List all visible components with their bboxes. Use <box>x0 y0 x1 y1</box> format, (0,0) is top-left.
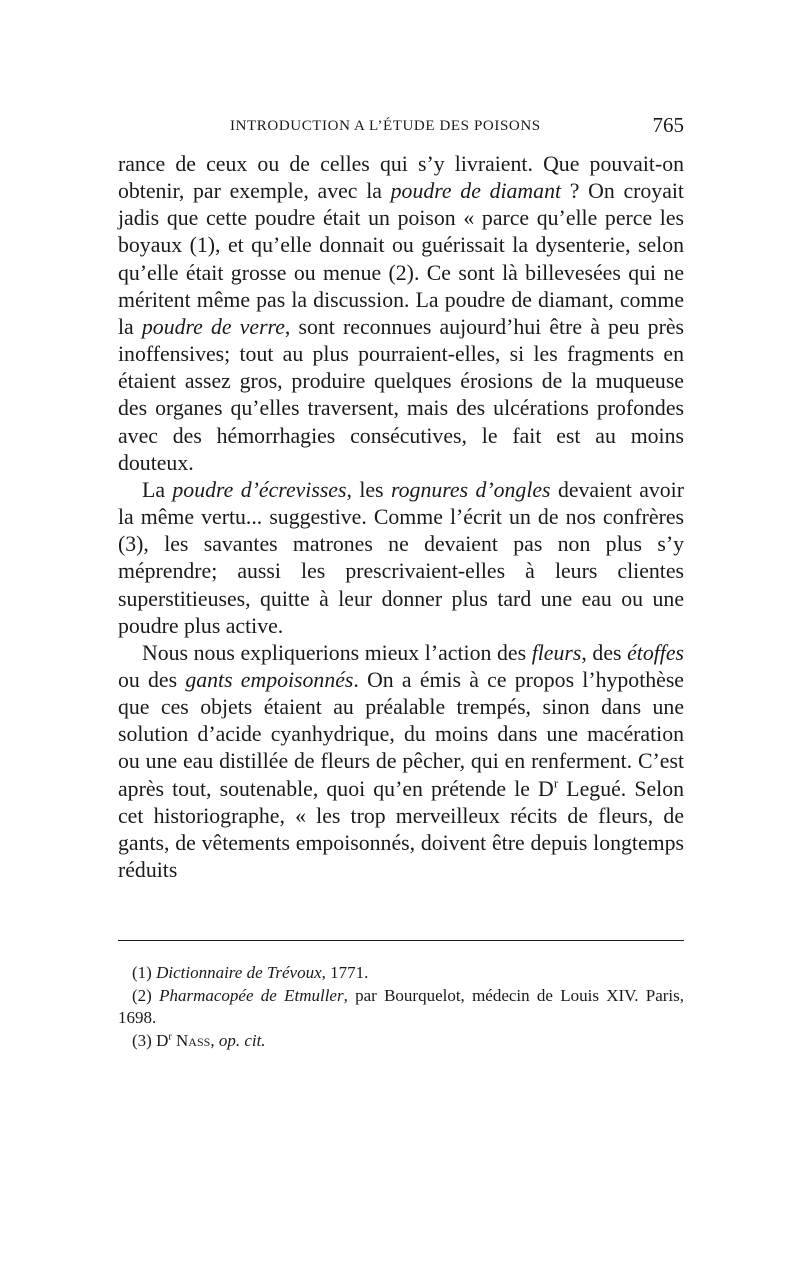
p3-text-c: , des <box>581 640 628 665</box>
p1-text-e: , sont reconnues aujourd’hui être à peu près inoffensives; tout au plus pourraient-elles, si les fragments en étaient assez gros, produire quelques érosions de la muqueuse des organes qu’elles traversent, mais des ulcérations profondes avec des hémorrhagies consécutives, le fait est au moins douteux. <box>118 314 684 475</box>
footnotes <box>118 962 684 1052</box>
footnote-3-number: (3) D <box>132 1030 169 1050</box>
footnote-3 <box>118 1030 684 1053</box>
footnote-3-separator: , <box>210 1030 219 1050</box>
paragraph-3 <box>118 640 684 884</box>
p2-text-e: devaient avoir la même vertu... suggestive. Comme l’écrit un de nos confrères (3), les savantes matrones ne devaient pas non plus s’y méprendre; aussi les prescrivaient-elles à leurs clientes superstitieuses, quitte à leur donner plus tard une eau ou une poudre plus active. <box>118 477 684 638</box>
footnote-3-superscript: r <box>168 1030 172 1042</box>
footnote-1-title: Dictionnaire de Trévoux <box>156 963 322 982</box>
p3-superscript: r <box>553 775 559 791</box>
footnote-2-title: Pharmacopée de Etmuller <box>159 985 344 1005</box>
footnote-1-rest: , 1771. <box>321 963 369 982</box>
paragraph-1 <box>118 151 684 477</box>
footnote-2 <box>118 985 684 1030</box>
p2-text-c: , les <box>346 477 391 502</box>
footnote-2-number: (2) <box>132 985 160 1005</box>
p3-italic-etoffes: étoffes <box>627 640 684 665</box>
footnote-2-rest: , par Bourquelot, médecin de Louis XIV. Paris, 1698. <box>118 985 684 1027</box>
p3-text-a: Nous nous expliquerions mieux l’action des <box>142 640 532 665</box>
p1-italic-poudre-de-diamant: poudre de diamant <box>390 179 562 204</box>
p3-text-h: Legué. Selon cet historiographe, « les trop merveilleux récits de fleurs, de gants, de vêtements empoisonnés, doivent être depuis longtemps réduits <box>118 776 684 883</box>
footnote-rule <box>118 940 684 941</box>
footnote-3-reference: op. cit. <box>218 1030 266 1050</box>
body-text <box>118 151 684 884</box>
p3-text-g: . On a émis à ce propos l’hypothèse que ces objets étaient au préalable trempés, sinon dans une solution d’acide cyanhydrique, du moins dans une macération ou une eau distillée de fleurs de pêcher, qui en renferment. C’est après tout, soutenable, quoi qu’en prétende le D <box>118 667 684 801</box>
footnote-1-number: (1) <box>132 963 157 982</box>
page-number: 765 <box>652 113 684 137</box>
p1-text-c: ? On croyait jadis que cette poudre était un poison « parce qu’elle perce les boyaux (1), et qu’elle donnait ou guérissait la dysenterie, selon qu’elle était grosse ou menue (2). Ce sont là billevesées qui ne méritent même pas la discussion. La poudre de diamant, comme la <box>118 179 684 339</box>
p2-text-a: La <box>142 477 173 502</box>
running-head-title: INTRODUCTION A L’ÉTUDE DES POISONS <box>230 118 541 134</box>
paragraph-2 <box>118 477 684 640</box>
p2-italic-rognures-ongles: rognures d’ongles <box>390 477 551 502</box>
p1-italic-poudre-de-verre: poudre de verre <box>141 314 285 339</box>
p3-text-e: ou des <box>118 667 186 692</box>
footnote-3-author: Nass <box>171 1030 211 1050</box>
p3-italic-fleurs: fleurs <box>531 640 582 665</box>
p3-italic-gants-empoisonnes: gants empoisonnés <box>185 667 354 692</box>
footnote-1 <box>118 962 684 985</box>
p2-italic-poudre-ecrevisses: poudre d’écrevisses <box>172 477 347 502</box>
running-head <box>118 113 684 140</box>
p1-text-a: rance de ceux ou de celles qui s’y livraient. Que pouvait-on obtenir, par exemple, avec la <box>118 152 684 204</box>
